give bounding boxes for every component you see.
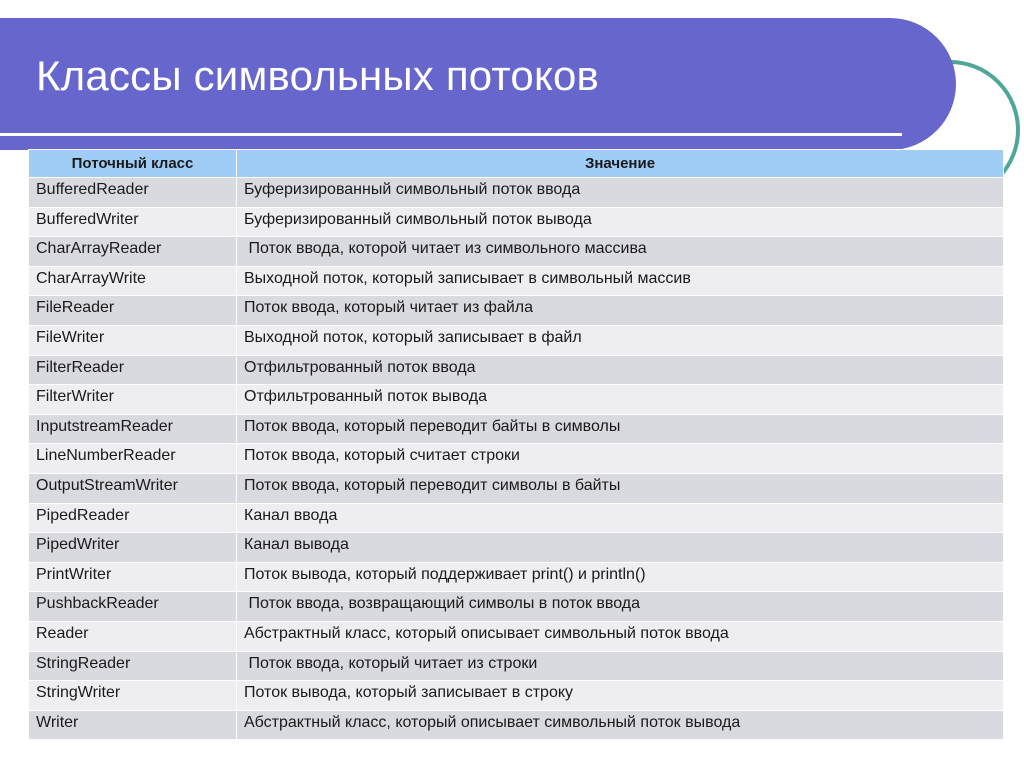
description-cell: Буферизированный символьный поток вывода [237, 207, 1004, 237]
class-name-cell: FilterWriter [29, 385, 237, 415]
table-container [28, 149, 1003, 740]
description-cell: Поток ввода, который читает из файла [237, 296, 1004, 326]
page-title: Классы символьных потоков [36, 52, 600, 99]
table-row [29, 237, 1004, 267]
header-meaning: Значение [237, 150, 1004, 178]
description-cell: Поток вывода, который записывает в строку [237, 681, 1004, 711]
table-row [29, 592, 1004, 622]
class-name-cell: InputstreamReader [29, 414, 237, 444]
description-cell: Абстрактный класс, который описывает символьный поток вывода [237, 710, 1004, 740]
description-cell: Отфильтрованный поток вывода [237, 385, 1004, 415]
table-row [29, 621, 1004, 651]
table-row [29, 414, 1004, 444]
description-cell: Поток ввода, который переводит символы в байты [237, 473, 1004, 503]
table-row [29, 266, 1004, 296]
table-body [29, 178, 1004, 740]
table-row [29, 651, 1004, 681]
title-underline [0, 133, 902, 136]
class-name-cell: StringWriter [29, 681, 237, 711]
table-row [29, 207, 1004, 237]
header-class: Поточный класс [29, 150, 237, 178]
class-name-cell: FileReader [29, 296, 237, 326]
table-row [29, 681, 1004, 711]
class-name-cell: PushbackReader [29, 592, 237, 622]
description-cell: Поток ввода, возвращающий символы в поток ввода [237, 592, 1004, 622]
class-name-cell: OutputStreamWriter [29, 473, 237, 503]
table-row [29, 444, 1004, 474]
description-cell: Выходной поток, который записывает в символьный массив [237, 266, 1004, 296]
table-row [29, 355, 1004, 385]
class-name-cell: PrintWriter [29, 562, 237, 592]
description-cell: Поток ввода, который читает из строки [237, 651, 1004, 681]
stream-classes-table [28, 149, 1004, 740]
class-name-cell: CharArrayWrite [29, 266, 237, 296]
class-name-cell: CharArrayReader [29, 237, 237, 267]
description-cell: Отфильтрованный поток ввода [237, 355, 1004, 385]
class-name-cell: LineNumberReader [29, 444, 237, 474]
description-cell: Канал вывода [237, 533, 1004, 563]
description-cell: Поток ввода, который считает строки [237, 444, 1004, 474]
table-row [29, 178, 1004, 208]
table-row [29, 385, 1004, 415]
table-row [29, 473, 1004, 503]
table-row [29, 325, 1004, 355]
table-row [29, 533, 1004, 563]
class-name-cell: Reader [29, 621, 237, 651]
table-header-row [29, 150, 1004, 178]
class-name-cell: FilterReader [29, 355, 237, 385]
description-cell: Канал ввода [237, 503, 1004, 533]
description-cell: Поток вывода, который поддерживает print() и println() [237, 562, 1004, 592]
description-cell: Поток ввода, которой читает из символьного массива [237, 237, 1004, 267]
description-cell: Буферизированный символьный поток ввода [237, 178, 1004, 208]
class-name-cell: PipedWriter [29, 533, 237, 563]
class-name-cell: Writer [29, 710, 237, 740]
description-cell: Выходной поток, который записывает в файл [237, 325, 1004, 355]
table-row [29, 710, 1004, 740]
class-name-cell: BufferedReader [29, 178, 237, 208]
table-row [29, 503, 1004, 533]
class-name-cell: PipedReader [29, 503, 237, 533]
class-name-cell: StringReader [29, 651, 237, 681]
table-row [29, 296, 1004, 326]
table-row [29, 562, 1004, 592]
description-cell: Поток ввода, который переводит байты в символы [237, 414, 1004, 444]
class-name-cell: BufferedWriter [29, 207, 237, 237]
description-cell: Абстрактный класс, который описывает символьный поток ввода [237, 621, 1004, 651]
class-name-cell: FileWriter [29, 325, 237, 355]
